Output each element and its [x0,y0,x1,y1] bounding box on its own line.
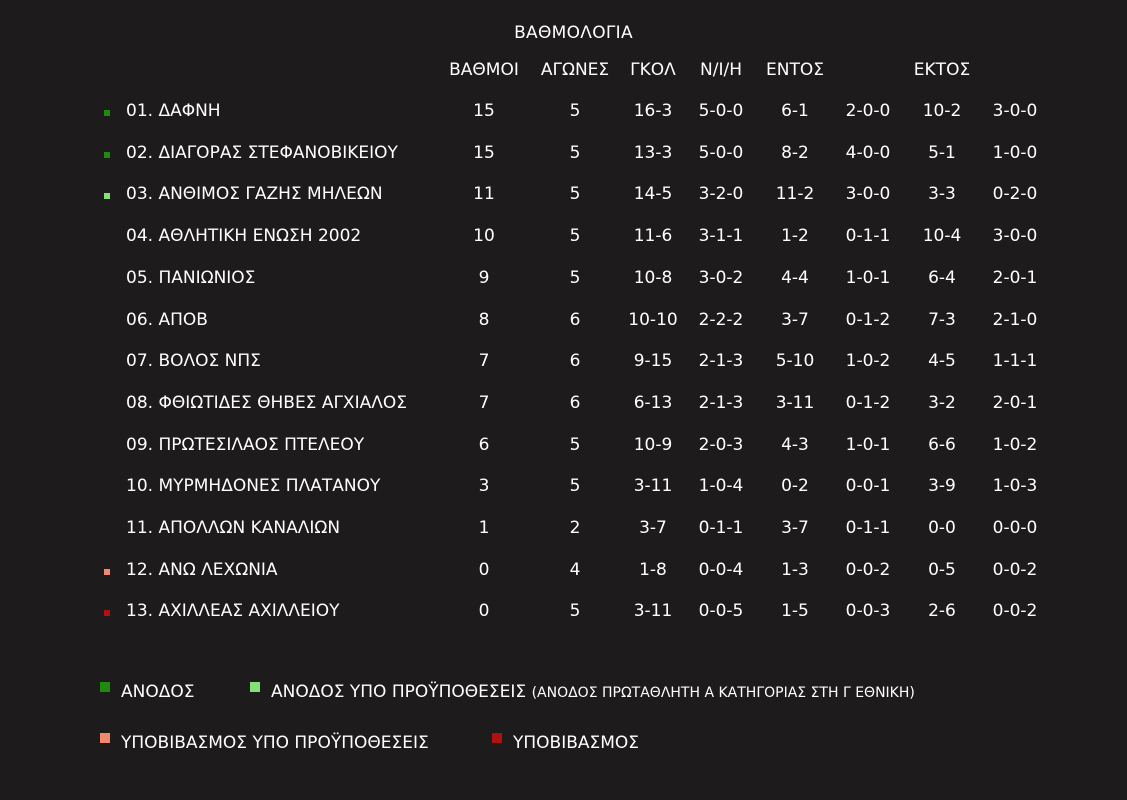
promotion-color-swatch [100,682,110,692]
home-goals-cell: 11-2 [775,184,815,205]
away-goals-cell: 6-4 [928,267,956,288]
away-goals-cell: 0-5 [928,559,956,580]
games-cell: 5 [569,226,581,247]
status-marker [104,193,110,199]
team-name: 12. ΑΝΩ ΛΕΧΩΝΙΑ [126,559,278,580]
games-cell: 5 [569,476,581,497]
games-cell: 6 [569,392,581,413]
goals-cell: 9-15 [633,351,673,372]
home-wdl-cell: 3-0-0 [845,184,891,205]
header-goals: ΓΚΟΛ [630,60,676,80]
legend-relegation-conditional-label: ΥΠΟΒΙΒΑΣΜΟΣ ΥΠΟ ΠΡΟΫΠΟΘΕΣΕΙΣ [121,733,429,753]
goals-cell: 6-13 [633,392,673,413]
games-cell: 6 [569,351,581,372]
home-goals-cell: 6-1 [781,101,809,121]
games-cell: 2 [569,518,581,538]
away-wdl-cell: 2-1-0 [992,309,1038,330]
status-marker [104,610,110,616]
team-name: 13. ΑΧΙΛΛΕΑΣ ΑΧΙΛΛΕΙΟΥ [126,601,340,622]
home-wdl-cell: 1-0-1 [845,267,891,288]
points-cell: 6 [478,434,490,455]
wdl-cell: 2-1-3 [698,392,744,413]
goals-cell: 11-6 [633,226,673,247]
header-away: ΕΚΤΟΣ [913,60,971,80]
table-row [0,435,1127,465]
legend-promotion-conditional-note: (ΑΝΟΔΟΣ ΠΡΩΤΑΘΛΗΤΗ Α ΚΑΤΗΓΟΡΙΑΣ ΣΤΗ Γ ΕΘΝΙΚΗ) [531,685,915,701]
goals-cell: 14-5 [633,184,673,205]
header-home: ΕΝΤΟΣ [766,60,824,80]
home-wdl-cell: 1-0-2 [845,351,891,372]
points-cell: 8 [478,309,490,330]
table-row [0,184,1127,214]
away-wdl-cell: 1-0-0 [992,142,1038,163]
home-wdl-cell: 0-0-1 [845,476,891,497]
away-goals-cell: 6-6 [928,434,956,455]
status-marker [104,569,110,575]
wdl-cell: 5-0-0 [698,142,744,163]
home-wdl-cell: 2-0-0 [845,101,891,121]
header-games: ΑΓΩΝΕΣ [540,60,610,80]
points-cell: 10 [473,226,495,247]
wdl-cell: 2-2-2 [698,309,744,330]
wdl-cell: 2-1-3 [698,351,744,372]
wdl-cell: 1-0-4 [698,476,744,497]
goals-cell: 3-11 [633,601,673,622]
table-row [0,226,1127,256]
table-row [0,518,1127,548]
away-wdl-cell: 3-0-0 [992,226,1038,247]
away-goals-cell: 10-4 [922,226,962,247]
home-wdl-cell: 0-0-2 [845,559,891,580]
away-wdl-cell: 1-1-1 [992,351,1038,372]
table-row [0,476,1127,506]
goals-cell: 3-7 [639,518,667,538]
home-goals-cell: 0-2 [781,476,809,497]
away-wdl-cell: 0-0-2 [992,601,1038,622]
home-wdl-cell: 0-1-1 [845,518,891,538]
home-goals-cell: 1-3 [781,559,809,580]
table-row [0,310,1127,340]
status-marker [104,110,110,116]
table-row [0,601,1127,631]
legend-relegation-label: ΥΠΟΒΙΒΑΣΜΟΣ [513,733,640,753]
relegation-conditional-color-swatch [100,733,110,743]
table-row [0,143,1127,173]
away-goals-cell: 3-2 [928,392,956,413]
home-wdl-cell: 4-0-0 [845,142,891,163]
games-cell: 5 [569,434,581,455]
away-wdl-cell: 3-0-0 [992,101,1038,121]
team-name: 11. ΑΠΟΛΛΩΝ ΚΑΝΑΛΙΩΝ [126,518,341,538]
legend-promotion-conditional-label [271,682,915,702]
points-cell: 7 [478,351,490,372]
team-name: 06. ΑΠΟΒ [126,309,208,330]
home-goals-cell: 8-2 [781,142,809,163]
wdl-cell: 3-0-2 [698,267,744,288]
away-wdl-cell: 0-0-0 [992,518,1038,538]
away-wdl-cell: 2-0-1 [992,267,1038,288]
goals-cell: 3-11 [633,476,673,497]
away-goals-cell: 3-9 [928,476,956,497]
points-cell: 0 [478,601,490,622]
team-name: 09. ΠΡΩΤΕΣΙΛΑΟΣ ΠΤΕΛΕΟΥ [126,434,365,455]
games-cell: 5 [569,267,581,288]
points-cell: 11 [473,184,495,205]
promotion-conditional-color-swatch [250,682,260,692]
points-cell: 15 [473,101,495,121]
legend-promotion-conditional-text: ΑΝΟΔΟΣ ΥΠΟ ΠΡΟΫΠΟΘΕΣΕΙΣ [271,682,527,702]
games-cell: 4 [569,559,581,580]
team-name: 05. ΠΑΝΙΩΝΙΟΣ [126,267,256,288]
legend-promotion-label: ΑΝΟΔΟΣ [121,682,195,702]
status-marker [104,152,110,158]
away-wdl-cell: 1-0-3 [992,476,1038,497]
wdl-cell: 2-0-3 [698,434,744,455]
team-name: 04. ΑΘΛΗΤΙΚΗ ΕΝΩΣΗ 2002 [126,226,362,247]
home-wdl-cell: 0-1-1 [845,226,891,247]
team-name: 02. ΔΙΑΓΟΡΑΣ ΣΤΕΦΑΝΟΒΙΚΕΙΟΥ [126,142,398,163]
goals-cell: 16-3 [633,101,673,121]
away-goals-cell: 0-0 [928,518,956,538]
home-wdl-cell: 0-1-2 [845,392,891,413]
goals-cell: 10-10 [628,309,678,330]
points-cell: 15 [473,142,495,163]
team-name: 01. ΔΑΦΝΗ [126,101,221,121]
goals-cell: 10-9 [633,434,673,455]
home-goals-cell: 1-2 [781,226,809,247]
goals-cell: 10-8 [633,267,673,288]
away-goals-cell: 3-3 [928,184,956,205]
away-goals-cell: 2-6 [928,601,956,622]
points-cell: 1 [478,518,490,538]
wdl-cell: 3-2-0 [698,184,744,205]
home-goals-cell: 4-4 [781,267,809,288]
table-row [0,560,1127,590]
table-row [0,268,1127,298]
team-name: 08. ΦΘΙΩΤΙΔΕΣ ΘΗΒΕΣ ΑΓΧΙΑΛΟΣ [126,392,407,413]
table-row [0,393,1127,423]
home-goals-cell: 1-5 [781,601,809,622]
games-cell: 5 [569,142,581,163]
wdl-cell: 0-0-5 [698,601,744,622]
points-cell: 0 [478,559,490,580]
games-cell: 6 [569,309,581,330]
table-title: ΒΑΘΜΟΛΟΓΙΑ [514,23,633,43]
points-cell: 9 [478,267,490,288]
relegation-color-swatch [492,733,502,743]
home-goals-cell: 3-7 [781,518,809,538]
games-cell: 5 [569,101,581,121]
away-goals-cell: 7-3 [928,309,956,330]
goals-cell: 1-8 [639,559,667,580]
home-goals-cell: 5-10 [775,351,815,372]
header-points: ΒΑΘΜΟΙ [449,60,519,80]
home-goals-cell: 3-11 [775,392,815,413]
table-row [0,351,1127,381]
wdl-cell: 0-1-1 [698,518,744,538]
away-goals-cell: 5-1 [928,142,956,163]
home-wdl-cell: 1-0-1 [845,434,891,455]
away-wdl-cell: 0-0-2 [992,559,1038,580]
games-cell: 5 [569,601,581,622]
home-wdl-cell: 0-1-2 [845,309,891,330]
home-wdl-cell: 0-0-3 [845,601,891,622]
wdl-cell: 5-0-0 [698,101,744,121]
home-goals-cell: 3-7 [781,309,809,330]
team-name: 10. ΜΥΡΜΗΔΟΝΕΣ ΠΛΑΤΑΝΟΥ [126,476,381,497]
wdl-cell: 3-1-1 [698,226,744,247]
away-wdl-cell: 1-0-2 [992,434,1038,455]
away-wdl-cell: 0-2-0 [992,184,1038,205]
away-goals-cell: 10-2 [922,101,962,121]
team-name: 03. ΑΝΘΙΜΟΣ ΓΑΖΗΣ ΜΗΛΕΩΝ [126,184,383,205]
header-wdl: Ν/Ι/Η [700,60,742,80]
home-goals-cell: 4-3 [781,434,809,455]
goals-cell: 13-3 [633,142,673,163]
games-cell: 5 [569,184,581,205]
points-cell: 7 [478,392,490,413]
away-goals-cell: 4-5 [928,351,956,372]
points-cell: 3 [478,476,490,497]
team-name: 07. ΒΟΛΟΣ ΝΠΣ [126,351,261,372]
wdl-cell: 0-0-4 [698,559,744,580]
away-wdl-cell: 2-0-1 [992,392,1038,413]
table-row [0,101,1127,131]
